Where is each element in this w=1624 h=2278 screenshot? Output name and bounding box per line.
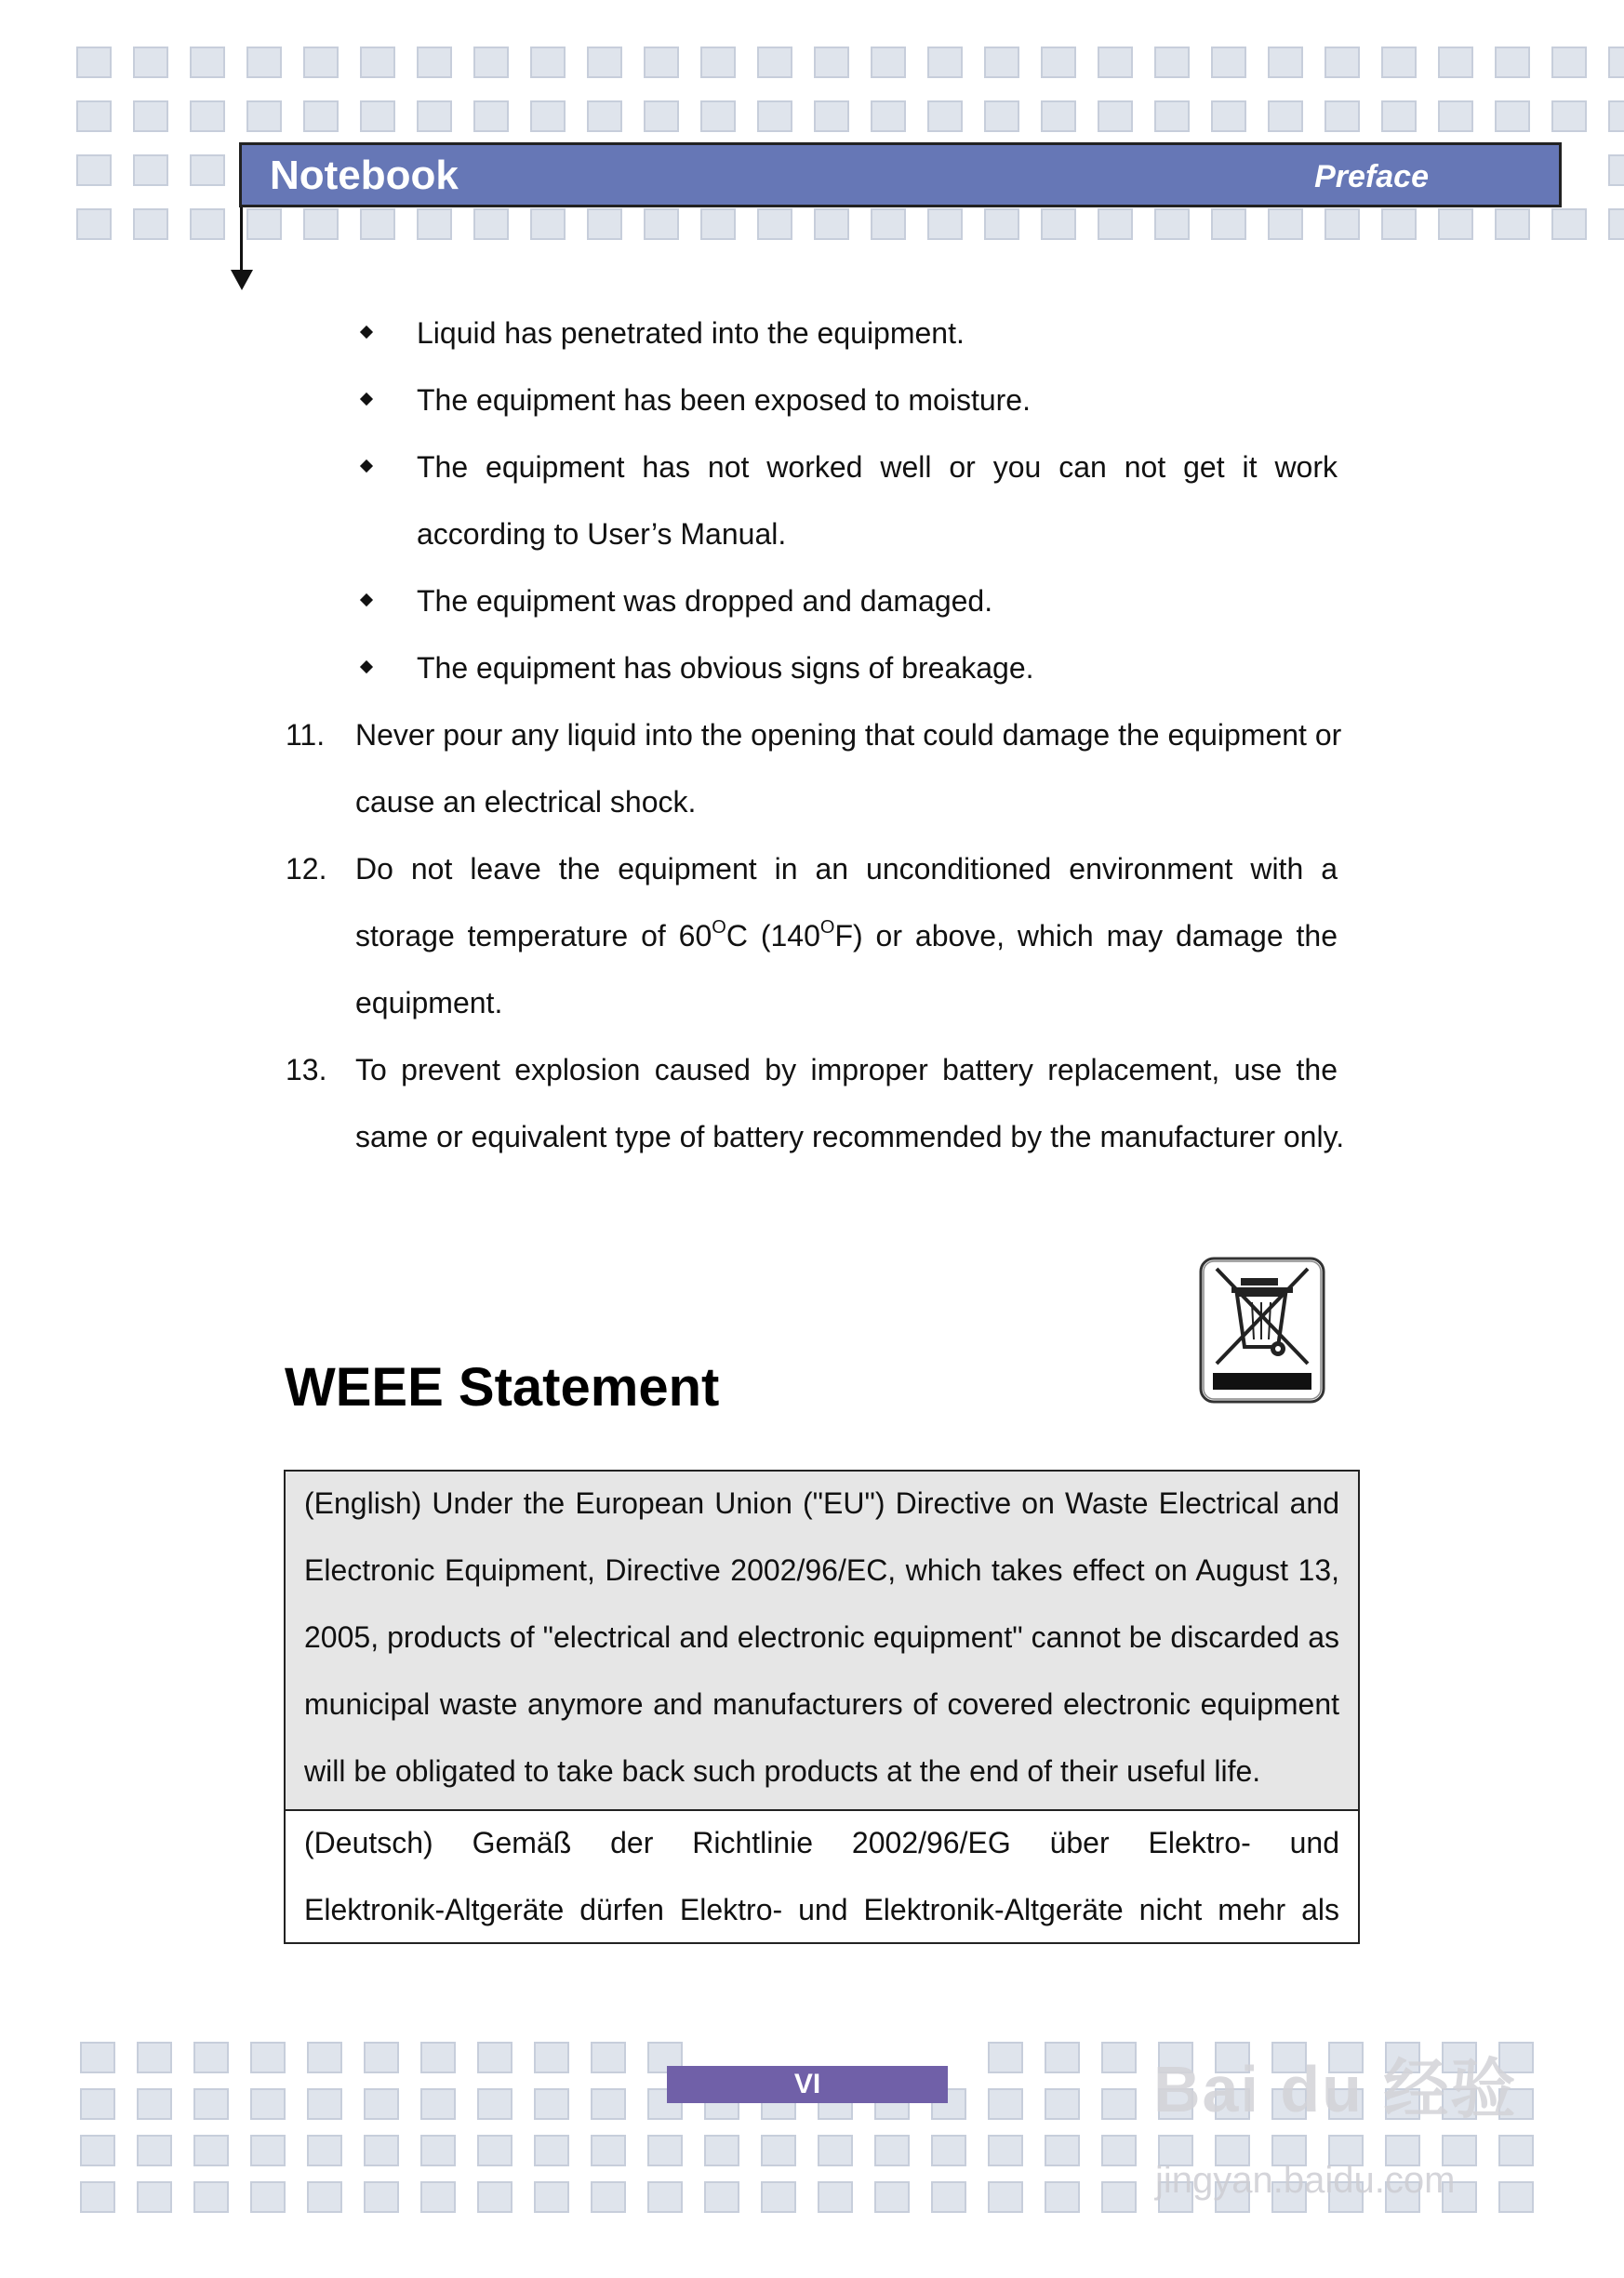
grid-cell xyxy=(246,47,282,78)
weee-statement-table xyxy=(284,1470,1360,1944)
weee-english-row xyxy=(286,1472,1358,1811)
grid-cell xyxy=(1608,100,1624,132)
weee-deutsch-line: Elektronik-Altgeräte dürfen Elektro- und Elektronik-Altgeräte nicht mehr als xyxy=(304,1893,1339,1926)
item-text: To prevent explosion caused by improper battery replacement, use the xyxy=(355,1053,1338,1086)
grid-cell xyxy=(303,208,339,240)
grid-cell xyxy=(1498,2135,1534,2166)
grid-cell xyxy=(193,2181,229,2213)
grid-cell xyxy=(193,2088,229,2120)
grid-cell xyxy=(250,2135,286,2166)
watermark-url: jingyan.baidu.com xyxy=(1155,2160,1456,2201)
grid-cell xyxy=(417,100,452,132)
grid-cell xyxy=(591,2181,626,2213)
grid-cell xyxy=(1381,47,1417,78)
header-bar xyxy=(239,142,1562,207)
grid-cell xyxy=(1438,208,1473,240)
grid-cell xyxy=(644,208,679,240)
grid-cell xyxy=(988,2135,1023,2166)
grid-cell xyxy=(246,100,282,132)
weee-deutsch-line: (Deutsch) Gemäß der Richtlinie 2002/96/EG über Elektro- und xyxy=(304,1826,1339,1859)
item-text: Do not leave the equipment in an unconditioned environment with a xyxy=(355,852,1338,886)
grid-cell xyxy=(874,2181,910,2213)
grid-cell xyxy=(417,208,452,240)
grid-cell xyxy=(530,100,566,132)
grid-cell xyxy=(704,2135,739,2166)
grid-cell xyxy=(1154,100,1190,132)
grid-cell xyxy=(1438,100,1473,132)
grid-cell xyxy=(76,154,112,186)
grid-cell xyxy=(190,100,225,132)
bullet-text: The equipment has obvious signs of breakage. xyxy=(417,651,1034,685)
grid-cell xyxy=(871,100,906,132)
grid-cell xyxy=(360,47,395,78)
grid-cell xyxy=(190,154,225,186)
grid-cell xyxy=(931,2181,966,2213)
grid-cell xyxy=(1098,208,1133,240)
grid-cell xyxy=(250,2088,286,2120)
grid-cell xyxy=(587,100,622,132)
grid-cell xyxy=(420,2181,456,2213)
grid-cell xyxy=(1101,2088,1137,2120)
grid-cell xyxy=(1045,2181,1080,2213)
grid-cell xyxy=(1381,100,1417,132)
grid-cell xyxy=(871,47,906,78)
watermark-brand: Bai du 经验 xyxy=(1153,2053,1518,2125)
grid-cell xyxy=(1268,47,1303,78)
grid-cell xyxy=(250,2042,286,2073)
grid-cell xyxy=(874,2135,910,2166)
temp-text-a: storage temperature of 60 xyxy=(355,919,712,952)
grid-cell xyxy=(133,154,168,186)
grid-cell xyxy=(1154,208,1190,240)
item-text: Never pour any liquid into the opening that could damage the equipment or xyxy=(355,718,1342,752)
grid-cell xyxy=(757,208,792,240)
grid-cell xyxy=(1211,47,1246,78)
grid-cell xyxy=(814,100,849,132)
grid-cell xyxy=(250,2181,286,2213)
grid-cell xyxy=(1268,208,1303,240)
grid-cell xyxy=(473,47,509,78)
weee-english-line: (English) Under the European Union ("EU") Directive on Waste Electrical and xyxy=(304,1486,1339,1520)
degree-sup: O xyxy=(712,917,726,939)
grid-cell xyxy=(814,47,849,78)
grid-cell xyxy=(477,2088,512,2120)
grid-cell xyxy=(417,47,452,78)
item-number: 13. xyxy=(286,1053,327,1086)
grid-cell xyxy=(1324,208,1360,240)
temp-text-b: C (140 xyxy=(725,919,820,952)
grid-cell xyxy=(307,2135,342,2166)
item-text-temperature xyxy=(355,917,1338,954)
bullet-text: The equipment has not worked well or you can not get it work xyxy=(417,450,1338,484)
grid-cell xyxy=(420,2042,456,2073)
grid-cell xyxy=(303,100,339,132)
grid-cell xyxy=(587,47,622,78)
grid-cell xyxy=(591,2088,626,2120)
grid-cell xyxy=(1041,47,1076,78)
bullet-text: Liquid has penetrated into the equipment. xyxy=(417,316,965,350)
grid-cell xyxy=(364,2181,399,2213)
grid-cell xyxy=(988,2088,1023,2120)
diamond-bullet-icon xyxy=(360,393,373,406)
grid-cell xyxy=(818,2181,853,2213)
grid-cell xyxy=(984,208,1019,240)
grid-cell xyxy=(1098,100,1133,132)
diamond-bullet-icon xyxy=(360,660,373,673)
grid-cell xyxy=(1438,47,1473,78)
grid-cell xyxy=(1495,208,1530,240)
grid-cell xyxy=(246,208,282,240)
grid-cell xyxy=(1154,47,1190,78)
grid-cell xyxy=(364,2135,399,2166)
grid-cell xyxy=(364,2088,399,2120)
grid-cell xyxy=(360,208,395,240)
item-number: 11. xyxy=(286,718,326,752)
grid-cell xyxy=(473,208,509,240)
weee-english-line: municipal waste anymore and manufacturers of covered electronic equipment xyxy=(304,1687,1339,1721)
grid-cell xyxy=(931,2135,966,2166)
item-text: same or equivalent type of battery recommended by the manufacturer only. xyxy=(355,1120,1345,1153)
grid-cell xyxy=(76,47,112,78)
grid-cell xyxy=(644,47,679,78)
header-title: Notebook xyxy=(270,153,459,198)
grid-cell xyxy=(477,2135,512,2166)
grid-cell xyxy=(1495,47,1530,78)
grid-cell xyxy=(1551,208,1587,240)
grid-cell xyxy=(871,208,906,240)
grid-cell xyxy=(757,47,792,78)
grid-cell xyxy=(133,47,168,78)
grid-cell xyxy=(193,2135,229,2166)
grid-cell xyxy=(534,2181,569,2213)
header-arrow-line xyxy=(240,207,243,273)
grid-cell xyxy=(420,2135,456,2166)
grid-cell xyxy=(984,47,1019,78)
grid-cell xyxy=(190,208,225,240)
grid-cell xyxy=(814,208,849,240)
grid-cell xyxy=(927,100,963,132)
grid-cell xyxy=(1045,2042,1080,2073)
grid-cell xyxy=(76,208,112,240)
weee-deutsch-row xyxy=(286,1811,1358,1942)
weee-english-line: 2005, products of "electrical and electronic equipment" cannot be discarded as xyxy=(304,1620,1339,1654)
down-arrow-icon xyxy=(231,270,253,290)
grid-cell xyxy=(1498,2181,1534,2213)
grid-cell xyxy=(1608,208,1624,240)
header-section: Preface xyxy=(1314,159,1429,194)
grid-cell xyxy=(818,2135,853,2166)
grid-cell xyxy=(644,100,679,132)
diamond-bullet-icon xyxy=(360,593,373,606)
grid-cell xyxy=(190,47,225,78)
grid-cell xyxy=(137,2181,172,2213)
grid-cell xyxy=(761,2135,796,2166)
grid-cell xyxy=(1041,208,1076,240)
temp-text-c: F) or above, which may damage the xyxy=(834,919,1338,952)
grid-cell xyxy=(591,2042,626,2073)
grid-cell xyxy=(700,47,736,78)
grid-cell xyxy=(1045,2135,1080,2166)
grid-cell xyxy=(76,100,112,132)
grid-cell xyxy=(80,2042,115,2073)
grid-cell xyxy=(137,2135,172,2166)
grid-cell xyxy=(700,208,736,240)
bullet-text: The equipment was dropped and damaged. xyxy=(417,584,993,618)
grid-cell xyxy=(1495,100,1530,132)
grid-cell xyxy=(137,2088,172,2120)
grid-cell xyxy=(988,2042,1023,2073)
grid-cell xyxy=(1211,100,1246,132)
bullet-text: The equipment has been exposed to moisture. xyxy=(417,383,1031,417)
grid-cell xyxy=(303,47,339,78)
grid-cell xyxy=(307,2042,342,2073)
weee-english-line: will be obligated to take back such products at the end of their useful life. xyxy=(304,1754,1261,1788)
grid-cell xyxy=(1324,47,1360,78)
grid-cell xyxy=(307,2088,342,2120)
grid-cell xyxy=(193,2042,229,2073)
grid-cell xyxy=(700,100,736,132)
grid-cell xyxy=(1211,208,1246,240)
grid-cell xyxy=(647,2181,683,2213)
grid-cell xyxy=(591,2135,626,2166)
grid-cell xyxy=(80,2088,115,2120)
item-number: 12. xyxy=(286,852,327,886)
bullet-text-continued: according to User’s Manual. xyxy=(417,517,787,551)
weee-heading: WEEE Statement xyxy=(285,1357,720,1418)
item-text: equipment. xyxy=(355,986,503,1019)
grid-cell xyxy=(420,2088,456,2120)
grid-cell xyxy=(1608,154,1624,186)
grid-cell xyxy=(530,47,566,78)
weee-english-line: Electronic Equipment, Directive 2002/96/EC, which takes effect on August 13, xyxy=(304,1553,1339,1587)
grid-cell xyxy=(761,2181,796,2213)
grid-cell xyxy=(1324,100,1360,132)
grid-cell xyxy=(927,208,963,240)
grid-cell xyxy=(137,2042,172,2073)
grid-cell xyxy=(704,2181,739,2213)
grid-cell xyxy=(984,100,1019,132)
grid-cell xyxy=(988,2181,1023,2213)
grid-cell xyxy=(1101,2135,1137,2166)
grid-cell xyxy=(1045,2088,1080,2120)
grid-cell xyxy=(534,2042,569,2073)
grid-cell xyxy=(477,2181,512,2213)
grid-cell xyxy=(530,208,566,240)
grid-cell xyxy=(534,2135,569,2166)
grid-cell xyxy=(364,2042,399,2073)
grid-cell xyxy=(133,100,168,132)
grid-cell xyxy=(1268,100,1303,132)
weee-crossed-bin-icon xyxy=(1198,1256,1326,1405)
grid-cell xyxy=(1381,208,1417,240)
grid-cell xyxy=(1101,2042,1137,2073)
diamond-bullet-icon xyxy=(360,326,373,339)
grid-cell xyxy=(647,2135,683,2166)
grid-cell xyxy=(1041,100,1076,132)
grid-cell xyxy=(1608,47,1624,78)
grid-cell xyxy=(757,100,792,132)
grid-cell xyxy=(1551,100,1587,132)
degree-sup: O xyxy=(819,917,835,939)
item-text: cause an electrical shock. xyxy=(355,785,697,819)
grid-cell xyxy=(307,2181,342,2213)
grid-cell xyxy=(133,208,168,240)
page-number: VI xyxy=(667,2066,948,2103)
grid-cell xyxy=(80,2135,115,2166)
grid-cell xyxy=(1098,47,1133,78)
grid-cell xyxy=(587,208,622,240)
grid-cell xyxy=(477,2042,512,2073)
grid-cell xyxy=(473,100,509,132)
grid-cell xyxy=(534,2088,569,2120)
grid-cell xyxy=(80,2181,115,2213)
grid-cell xyxy=(1101,2181,1137,2213)
grid-cell xyxy=(1551,47,1587,78)
diamond-bullet-icon xyxy=(360,460,373,473)
grid-cell xyxy=(360,100,395,132)
grid-cell xyxy=(927,47,963,78)
